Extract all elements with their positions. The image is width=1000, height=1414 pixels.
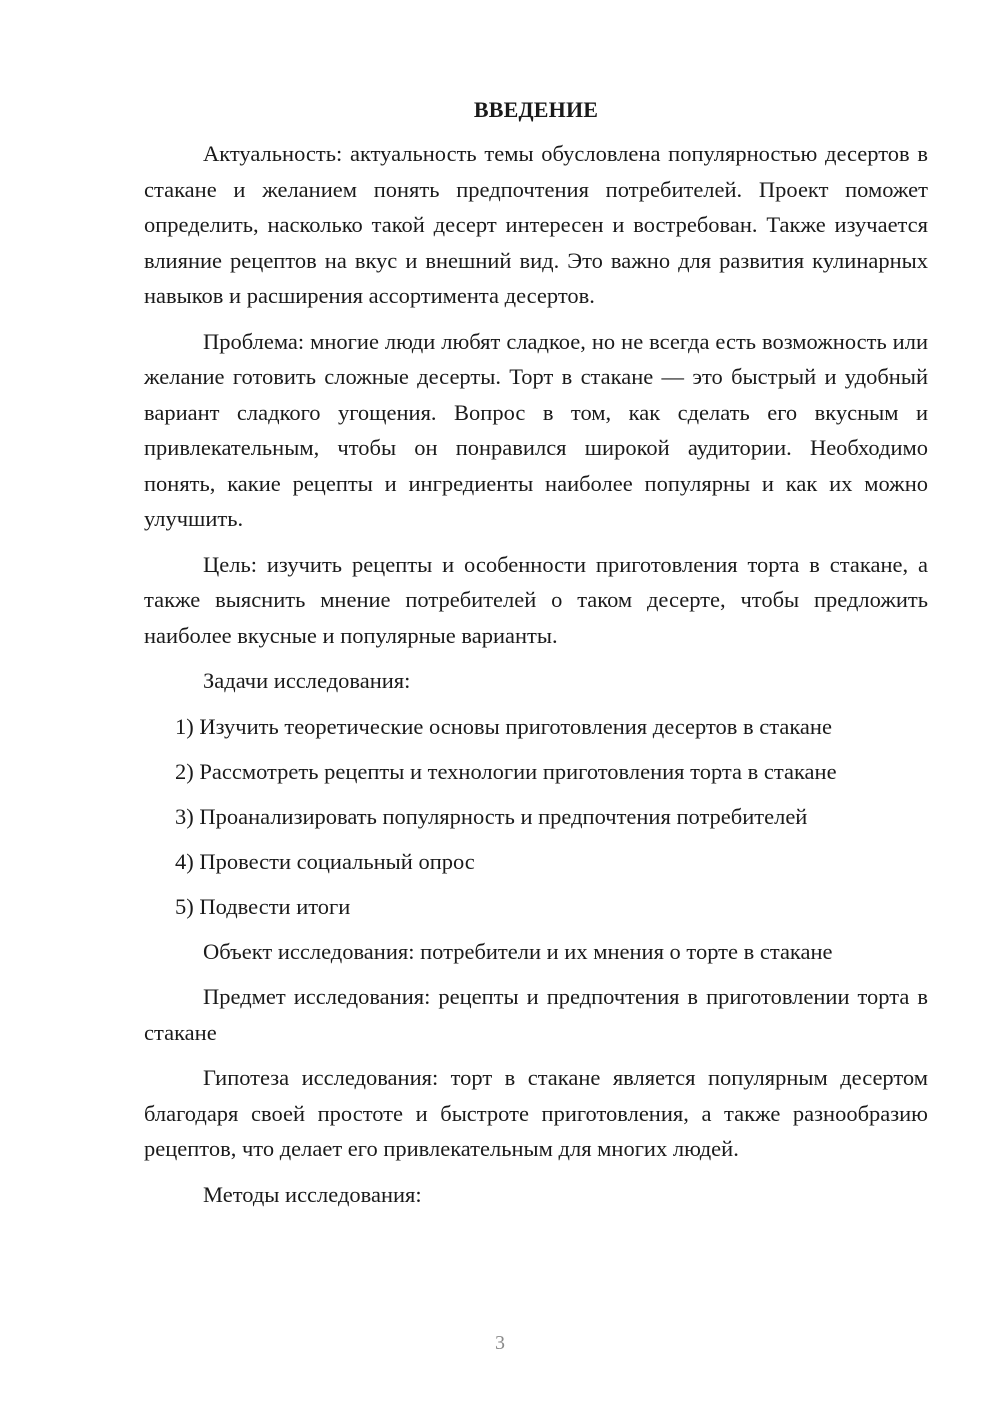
page-number: 3 bbox=[495, 1332, 505, 1354]
goal-paragraph: Цель: изучить рецепты и особенности приготовления торта в стакане, а также выяснить мнение потребителей о таком десерте, чтобы предложить наиболее вкусные и популярные варианты. bbox=[144, 551, 928, 648]
relevance-paragraph: Актуальность: актуальность темы обусловлена популярностью десертов в стакане и желанием понять предпочтения потребителей. Проект поможет определить, насколько такой десерт интересен и востребован. Также изучается влияние рецептов на вкус и внешний вид. Это важно для развития кулинарных навыков и расширения ассортимента десертов. bbox=[144, 141, 928, 308]
subject-paragraph: Предмет исследования: рецепты и предпочтения в приготовлении торта в стакане bbox=[144, 984, 928, 1045]
section-title: ВВЕДЕНИЕ bbox=[473, 97, 599, 122]
tasks-heading: Задачи исследования: bbox=[203, 668, 411, 693]
list-item: 3) Проанализировать популярность и предпочтения потребителей bbox=[175, 803, 808, 829]
document-page bbox=[144, 94, 928, 1222]
object-paragraph: Объект исследования: потребители и их мнения о торте в стакане bbox=[203, 938, 833, 964]
list-item: 2) Рассмотреть рецепты и технологии приготовления торта в стакане bbox=[175, 758, 837, 784]
problem-paragraph: Проблема: многие люди любят сладкое, но не всегда есть возможность или желание готовить сложные десерты. Торт в стакане — это быстрый и удобный вариант сладкого угощения. Вопрос в том, как сделать его вкусным и привлекательным, чтобы он понравился широкой аудитории. Необходимо понять, какие рецепты и ингредиенты наиболее популярны и как их можно улучшить. bbox=[144, 328, 928, 531]
tasks-list bbox=[144, 709, 928, 925]
list-item: 4) Провести социальный опрос bbox=[175, 848, 475, 874]
list-item: 5) Подвести итоги bbox=[175, 893, 351, 919]
list-item: 1) Изучить теоретические основы приготовления десертов в стакане bbox=[175, 713, 832, 739]
hypothesis-paragraph: Гипотеза исследования: торт в стакане является популярным десертом благодаря своей простоте и быстроте приготовления, а также разнообразию рецептов, что делает его привлекательным для многих людей. bbox=[144, 1065, 928, 1161]
methods-paragraph: Методы исследования: bbox=[203, 1181, 422, 1207]
